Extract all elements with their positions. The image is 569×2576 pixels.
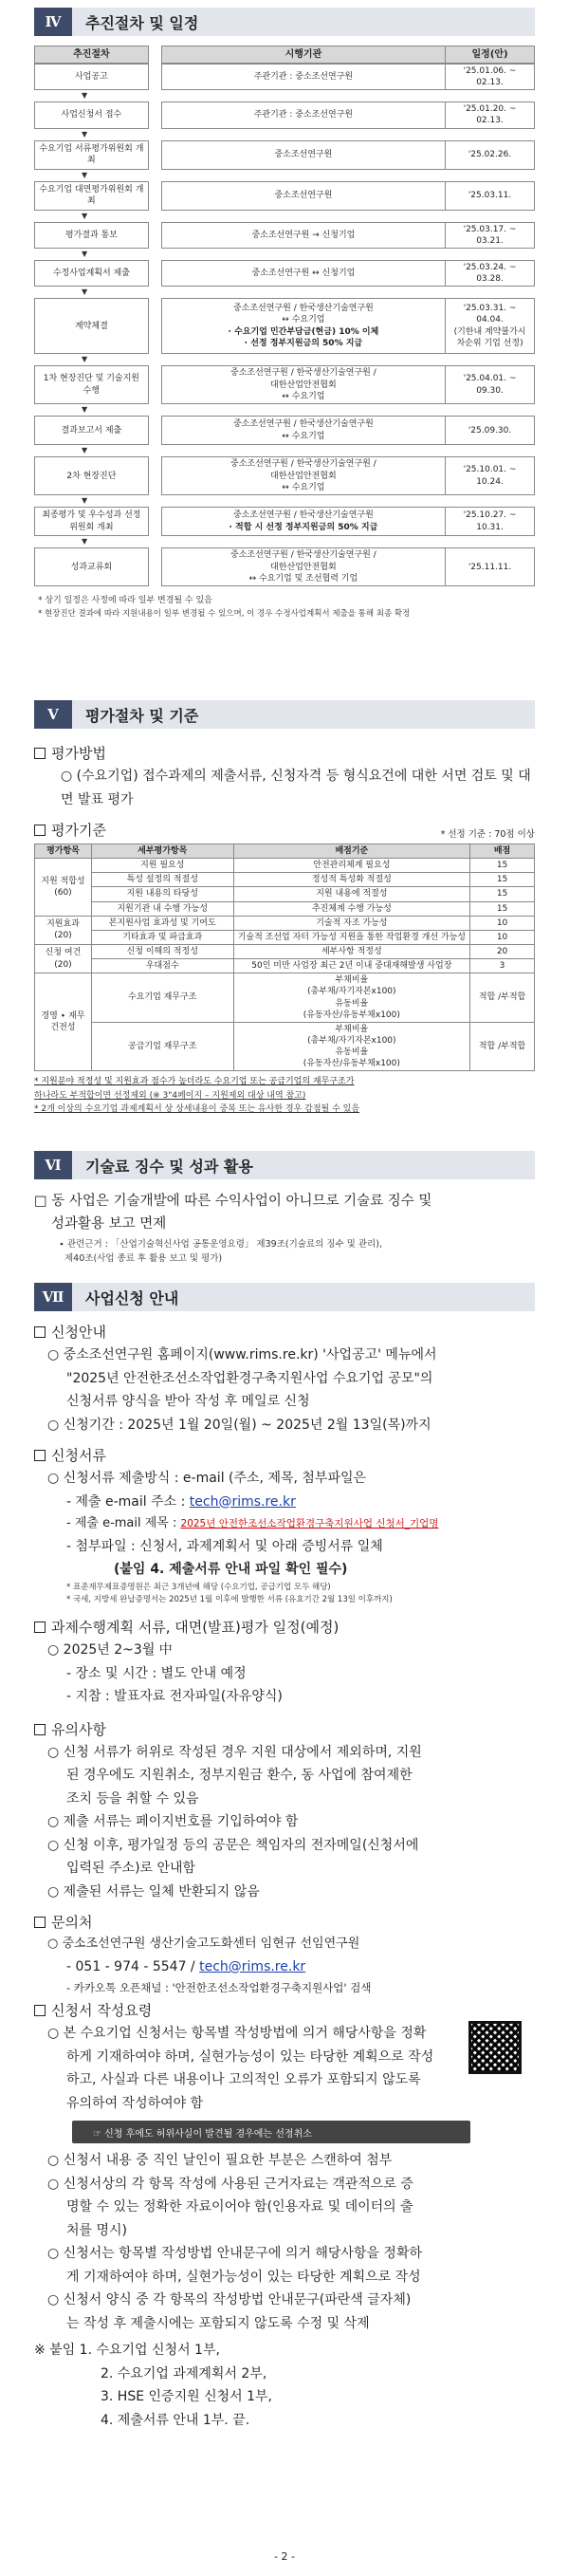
- criteria-cell: 적합 /부적합: [470, 1022, 535, 1071]
- schedule-note: * 상기 일정은 사정에 따라 일부 변경될 수 있음: [38, 596, 212, 606]
- schedule-row: [34, 298, 535, 354]
- schedule-row: [34, 260, 535, 287]
- section-5-header: [34, 700, 535, 729]
- guide-text: 하게 기재하여야 하며, 실현가능성이 있는 타당한 계획으로 작성: [66, 2048, 434, 2065]
- docs-email: - 제출 e-mail 주소 : tech@rims.re.kr: [66, 1493, 296, 1510]
- schedule-text: - 장소 및 시간 : 별도 안내 예정: [66, 1665, 247, 1681]
- schedule-step: 수정사업계획서 제출: [35, 260, 149, 286]
- schedule-step: 사업공고: [35, 65, 149, 90]
- royalty-basis: 제40조(사업 종료 후 활용 보고 및 평가): [64, 1252, 223, 1264]
- criteria-category: 신청 여건 (20): [35, 944, 92, 973]
- down-arrow-icon: ▼: [82, 211, 88, 220]
- criteria-cell: 지원기관 내 수행 가능성: [91, 901, 233, 916]
- caution-text: 된 경우에도 지원취소, 정부지원금 환수, 동 사업에 참여제한: [66, 1768, 413, 1784]
- schedule-row: [34, 64, 535, 90]
- section-number: Ⅴ: [34, 700, 72, 729]
- schedule-step: 최종평가 및 우수성과 선정위원회 개최: [35, 508, 149, 536]
- royalty-text: □ 동 사업은 기술개발에 따른 수익사업이 아니므로 기술료 징수 및: [34, 1194, 432, 1209]
- docs-subject: - 제출 e-mail 제목 : 2025년 안전한조선소작업환경구축지원사업 신청서_기업명: [66, 1516, 439, 1530]
- guide-text: ○ 신청서는 항목별 작성방법 안내문구에 의거 해당사항을 정확하: [47, 2246, 422, 2262]
- schedule-date: '25.03.17. ~ 03.21.: [463, 224, 517, 246]
- docs-text: ○ 신청서류 제출방식 : e-mail (주소, 제목, 첨부파일은: [47, 1471, 367, 1486]
- schedule-row: [34, 222, 535, 249]
- schedule-date: '25.10.27. ~ 10.31.: [463, 510, 517, 532]
- criteria-cell: 50인 미만 사업장 최근 2년 이내 중대재해발생 사업장: [233, 959, 470, 973]
- schedule-date: '25.03.31. ~ 04.04.: [463, 304, 517, 325]
- criteria-cell: 적합 /부적합: [470, 973, 535, 1023]
- schedule-date: '25.01.06. ~ 02.13.: [463, 66, 517, 88]
- royalty-basis: ∙ 관련근거 : 「산업기술혁신사업 공통운영요령」 제39조(기술료의 징수 및 관리),: [59, 1238, 382, 1250]
- criteria-cell: 수요기업 재무구조: [91, 973, 233, 1023]
- criteria-cell: 부채비율 (총부채/자기자본x100) 유동비율 (유동자산/유동부채x100): [233, 1022, 470, 1071]
- schedule-step: 수요기업 서류평가위원회 개최: [35, 140, 149, 169]
- guide-text: 하고, 사실과 다른 내용이나 고의적인 오류가 포함되지 않도록: [66, 2072, 421, 2088]
- guide-text: ○ 신청서상의 각 항목 작성에 사용된 근거자료는 객관적으로 증: [47, 2176, 413, 2192]
- criteria-cell: 지원 내용의 타당성: [91, 887, 233, 901]
- schedule-step: 평가결과 통보: [35, 222, 149, 248]
- guide-text: 유의하여 작성하여야 함: [66, 2095, 204, 2111]
- section-7-header: [34, 1283, 535, 1311]
- warning-bar: ☞ 신청 후에도 허위사실이 발견될 경우에는 선정취소: [72, 2121, 470, 2143]
- down-arrow-icon: ▼: [82, 91, 88, 101]
- guide-heading: 신청서 작성요령: [34, 1999, 535, 2022]
- schedule-org: 주관기관 : 중소조선연구원: [253, 110, 354, 120]
- schedule-date: '25.04.01. ~ 09.30.: [463, 374, 517, 396]
- attachment-line: 2. 수요기업 과제계획서 2부,: [101, 2365, 267, 2381]
- schedule-step: 1차 현장진단 및 기술지원 수행: [35, 366, 149, 404]
- email-link[interactable]: tech@rims.re.kr: [199, 1958, 306, 1974]
- schedule-org-line: 중소조선연구원 / 한국생산기술연구원: [232, 304, 374, 314]
- criteria-cell: 특성 설정의 적절성: [91, 873, 233, 887]
- criteria-cell: 안전관리체계 필요성: [233, 859, 470, 873]
- apply-text: 신청서류 양식을 받아 작성 후 메일로 신청: [66, 1394, 310, 1409]
- checkbox-square-icon: [34, 1724, 46, 1735]
- schedule-step: 계약체결: [35, 299, 149, 354]
- schedule-org-line: 대한산업안전협회: [270, 471, 337, 481]
- schedule-step: 수요기업 대면평가위원회 개최: [35, 181, 149, 210]
- checkbox-square-icon: [34, 1917, 46, 1928]
- section-6-header: [34, 1151, 535, 1179]
- caution-text: ○ 제출된 서류는 일체 반환되지 않음: [47, 1883, 260, 1900]
- schedule-org-line: 중소조선연구원 / 한국생산기술연구원: [232, 419, 374, 430]
- criteria-cell: 기술적 자조 가능성: [233, 916, 470, 930]
- schedule-row: [34, 365, 535, 404]
- schedule-date: '25.11.11.: [468, 562, 512, 572]
- criteria-col-header: 배점: [470, 844, 535, 859]
- caution-text: ○ 제출 서류는 페이지번호를 기입하여야 함: [47, 1814, 299, 1830]
- docs-footnote: * 표준재무제표증명원은 최근 3개년에 해당 (수요기업, 공급기업 모두 해당): [66, 1582, 331, 1592]
- schedule-date: '25.03.24. ~ 03.28.: [463, 262, 517, 284]
- schedule-org-line: ∙ 수요기업 민간부담금(현금) 10% 이체: [228, 326, 379, 337]
- schedule-date-note: (기한내 계약불가시: [453, 326, 526, 337]
- checkbox-square-icon: [34, 2005, 46, 2016]
- down-arrow-icon: ▼: [82, 537, 88, 547]
- apply-text: ○ 중소조선연구원 홈페이지(www.rims.re.kr) '사업공고' 메뉴에서: [47, 1347, 437, 1362]
- eval-method-text: ○ (수요기업) 접수과제의 제출서류, 신청자격 등 형식요건에 대한 서면 검토 및 대면 발표 평가: [61, 769, 531, 807]
- criteria-cell: 추진체계 수행 가능성: [233, 901, 470, 916]
- checkbox-square-icon: [34, 1450, 46, 1461]
- down-arrow-icon: ▼: [82, 496, 88, 506]
- criteria-cell: 20: [470, 944, 535, 958]
- caution-text: 입력된 주소)로 안내함: [66, 1861, 196, 1877]
- guide-text: 처를 명시): [66, 2222, 128, 2238]
- page-number: - 2 -: [274, 2550, 295, 2563]
- eval-method-heading: 평가방법: [34, 742, 535, 765]
- schedule-org-line: ↔ 수요기업: [282, 391, 325, 401]
- schedule-heading: 과제수행계획 서류, 대면(발표)평가 일정(예정): [34, 1616, 535, 1639]
- col-header: 일정(안): [446, 46, 535, 64]
- criteria-cell: 15: [470, 859, 535, 873]
- schedule-org-line: ∙ 선정 정부지원금의 50% 지급: [244, 338, 363, 348]
- guide-text: ○ 신청서 내용 중 직인 날인이 필요한 부분은 스캔하여 첨부: [47, 2153, 393, 2169]
- schedule-org-line: ∙ 적합 시 선정 정부지원금의 50% 지급: [229, 522, 378, 532]
- criteria-table: [34, 843, 535, 1071]
- schedule-date: '25.10.01. ~ 10.24.: [463, 465, 517, 487]
- checkbox-square-icon: [34, 1326, 46, 1338]
- criteria-cell: 기타효과 및 파급효과: [91, 930, 233, 944]
- schedule-org-line: ↔ 수요기업: [282, 315, 325, 325]
- schedule-rows: [34, 64, 535, 586]
- section-6: [34, 1151, 535, 1266]
- criteria-cell: 우대점수: [91, 959, 233, 973]
- docs-attach: - 첨부파일 : 신청서, 과제계획서 및 아래 증빙서류 일체: [66, 1538, 383, 1554]
- schedule-row: [34, 181, 535, 211]
- down-arrow-icon: ▼: [82, 129, 88, 139]
- criteria-cell: 10: [470, 930, 535, 944]
- section-title: 사업신청 안내: [72, 1283, 535, 1311]
- schedule-date-note: 차순위 기업 선정): [456, 338, 523, 348]
- schedule-table: [34, 46, 535, 621]
- criteria-cell: 정성적 특성화 적절성: [233, 873, 470, 887]
- schedule-org-line: 중소조선연구원 / 한국생산기술연구원: [232, 510, 374, 521]
- caution-text: 조치 등을 취할 수 있음: [66, 1790, 199, 1807]
- criteria-footnote: * 지원분야 적정성 및 지원효과 점수가 높더라도 수요기업 또는 공급기업의 재무구조가: [34, 1077, 355, 1087]
- guide-text: ○ 본 수요기업 신청서는 항목별 작성방법에 의거 해당사항을 정확: [47, 2026, 427, 2042]
- section-4: [34, 8, 535, 36]
- section-5: [34, 700, 535, 1117]
- contact-phone: - 051 - 974 - 5547 / tech@rims.re.kr: [66, 1958, 306, 1974]
- qr-code-icon[interactable]: [468, 2021, 522, 2074]
- email-link[interactable]: tech@rims.re.kr: [189, 1493, 296, 1510]
- section-7: [34, 1283, 535, 2432]
- criteria-cell: 3: [470, 959, 535, 973]
- col-header: 추진절차: [35, 46, 149, 64]
- attachment-line: ※ 붙임 1. 수요기업 신청서 1부,: [34, 2343, 220, 2359]
- criteria-col-header: 세부평가항목: [91, 844, 233, 859]
- schedule-step: 사업신청서 접수: [35, 102, 149, 128]
- criteria-cell: 기술적 조선업 자터 가능성 지원을 통한 작업환경 개선 가능성: [233, 930, 470, 944]
- section-number: Ⅳ: [34, 8, 72, 36]
- criteria-cell: 세부사항 적정성: [233, 944, 470, 958]
- apply-heading: 신청안내: [34, 1321, 535, 1344]
- royalty-text: 성과활용 보고 면제: [51, 1216, 167, 1232]
- criteria-cell: 10: [470, 916, 535, 930]
- criteria-cell: 지원 필요성: [91, 859, 233, 873]
- schedule-org: 주관기관 : 중소조선연구원: [253, 72, 354, 83]
- criteria-category: 경영 ∙ 재무 건전성: [35, 973, 92, 1071]
- guide-text: ○ 신청서 양식 중 각 항목의 작성방법 안내문구(파란색 글자체): [47, 2292, 412, 2308]
- schedule-text: ○ 2025년 2~3월 中: [47, 1642, 173, 1659]
- schedule-step: 결과보고서 제출: [35, 417, 149, 445]
- criteria-cell: 지원 내용에 적절성: [233, 887, 470, 901]
- down-arrow-icon: ▼: [82, 405, 88, 415]
- criteria-cell: 15: [470, 873, 535, 887]
- criteria-cell: 15: [470, 887, 535, 901]
- caution-heading: 유의사항: [34, 1718, 535, 1741]
- section-4-header: [34, 8, 535, 36]
- schedule-row: [34, 456, 535, 495]
- schedule-org-line: ↔ 수요기업: [282, 431, 325, 441]
- checkbox-square-icon: [34, 1622, 46, 1633]
- section-number: Ⅶ: [34, 1283, 72, 1311]
- apply-period: ○ 신청기간 : 2025년 1월 20일(월) ~ 2025년 2월 13일(목)까지: [47, 1417, 431, 1433]
- schedule-org: 중소조선연구원 → 신청기업: [251, 230, 356, 240]
- caution-text: ○ 신청 서류가 허위로 작성된 경우 지원 대상에서 제외하며, 지원: [47, 1744, 422, 1760]
- criteria-cell: 본지원사업 효과성 및 기여도: [91, 916, 233, 930]
- selection-threshold: * 선정 기준 : 70점 이상: [440, 828, 535, 840]
- down-arrow-icon: ▼: [82, 170, 88, 179]
- criteria-col-header: 배점기준: [233, 844, 470, 859]
- criteria-cell: 공급기업 재무구조: [91, 1022, 233, 1071]
- criteria-cell: 신청 이해의 적정성: [91, 944, 233, 958]
- schedule-org: 중소조선연구원 ↔ 신청기업: [251, 268, 356, 278]
- schedule-org: 중소조선연구원: [274, 149, 333, 159]
- down-arrow-icon: ▼: [82, 249, 88, 258]
- schedule-org-line: 대한산업안전협회: [270, 380, 337, 390]
- attachment-line: 4. 제출서류 안내 1부. 끝.: [101, 2412, 250, 2428]
- criteria-cell: 부채비율 (총부채/자기자본x100) 유동비율 (유동자산/유동부채x100): [233, 973, 470, 1023]
- criteria-footnote: * 2개 이상의 수요기업 과제계획서 상 상세내용이 중복 또는 유사한 경우 감점될 수 있음: [34, 1104, 360, 1115]
- docs-footnote: * 국세, 지방세 완납증명서는 2025년 1월 이후에 발행한 서류 (유효기간 2월 13일 이후까지): [66, 1594, 393, 1604]
- checkbox-square-icon: [34, 825, 46, 836]
- guide-text: 게 기재하여야 하며, 실현가능성이 있는 타당한 계획으로 작성: [66, 2269, 421, 2285]
- schedule-date: '25.02.26.: [468, 149, 512, 159]
- schedule-org-line: 대한산업안전협회: [270, 562, 337, 572]
- schedule-row: [34, 102, 535, 128]
- schedule-org-line: 중소조선연구원 / 한국생산기술연구원 /: [230, 550, 376, 561]
- section-title: 추진절차 및 일정: [72, 8, 535, 36]
- section-title: 기술료 징수 및 성과 활용: [72, 1151, 535, 1179]
- schedule-org-line: ↔ 수요기업 및 조선협력 기업: [248, 573, 358, 584]
- schedule-date: '25.09.30.: [468, 425, 512, 436]
- docs-attach-note: (붙임 4. 제출서류 안내 파일 확인 필수): [114, 1562, 348, 1578]
- down-arrow-icon: ▼: [82, 287, 88, 297]
- contact-heading: 문의처: [34, 1911, 535, 1934]
- schedule-row: [34, 140, 535, 170]
- col-header: 시행기관: [161, 46, 445, 64]
- schedule-step: 2차 현장진단: [35, 457, 149, 495]
- criteria-category: 지원효과 (20): [35, 916, 92, 944]
- guide-text: 명할 수 있는 정확한 자료이어야 함(인용자료 및 데이터의 출: [66, 2199, 413, 2215]
- attachment-line: 3. HSE 인증지원 신청서 1부,: [101, 2389, 272, 2405]
- schedule-org-line: 중소조선연구원 / 한국생산기술연구원 /: [230, 368, 376, 379]
- schedule-step: 성과교류회: [35, 548, 149, 586]
- schedule-org: 중소조선연구원: [274, 190, 333, 200]
- apply-text: "2025년 안전한조선소작업환경구축지원사업 수요기업 공모"의: [66, 1370, 433, 1386]
- section-number: Ⅵ: [34, 1151, 72, 1179]
- down-arrow-icon: ▼: [82, 446, 88, 455]
- schedule-date: '25.01.20. ~ 02.13.: [463, 104, 517, 126]
- down-arrow-icon: ▼: [82, 355, 88, 364]
- guide-text: 는 작성 후 제출시에는 포함되지 않도록 수정 및 삭제: [66, 2315, 370, 2331]
- contact-text: ○ 중소조선연구원 생산기술고도화센터 임현규 선임연구원: [47, 1937, 360, 1952]
- schedule-org-line: 중소조선연구원 / 한국생산기술연구원 /: [230, 459, 376, 470]
- schedule-row: [34, 507, 535, 536]
- contact-kakao: - 카카오톡 오픈채널 : '안전한조선소작업환경구축지원사업' 검색: [66, 1981, 372, 1995]
- criteria-category: 지원 적합성 (60): [35, 859, 92, 917]
- caution-text: ○ 신청 이후, 평가일정 등의 공문은 책임자의 전자메일(신청서에: [47, 1837, 419, 1853]
- schedule-date: '25.03.11.: [468, 190, 512, 200]
- schedule-text: - 지참 : 발표자료 전자파일(자유양식): [66, 1689, 283, 1705]
- criteria-col-header: 평가항목: [35, 844, 92, 859]
- criteria-footnote: 하나라도 부적합이면 선정제외 (※ 3"4페이지 – 지원제외 대상 내역 참고): [34, 1090, 306, 1101]
- schedule-row: [34, 416, 535, 445]
- schedule-note: * 현장진단 결과에 따라 지원내용이 일부 변경될 수 있으며, 이 경우 수정사업계획서 제출을 통해 최종 확정: [38, 608, 411, 619]
- schedule-org-line: ↔ 수요기업: [282, 482, 325, 492]
- criteria-cell: 15: [470, 901, 535, 916]
- section-title: 평가절차 및 기준: [72, 700, 535, 729]
- docs-heading: 신청서류: [34, 1444, 535, 1467]
- checkbox-square-icon: [34, 748, 46, 759]
- schedule-row: [34, 547, 535, 586]
- eval-criteria-heading: 평가기준 * 선정 기준 : 70점 이상: [34, 819, 535, 842]
